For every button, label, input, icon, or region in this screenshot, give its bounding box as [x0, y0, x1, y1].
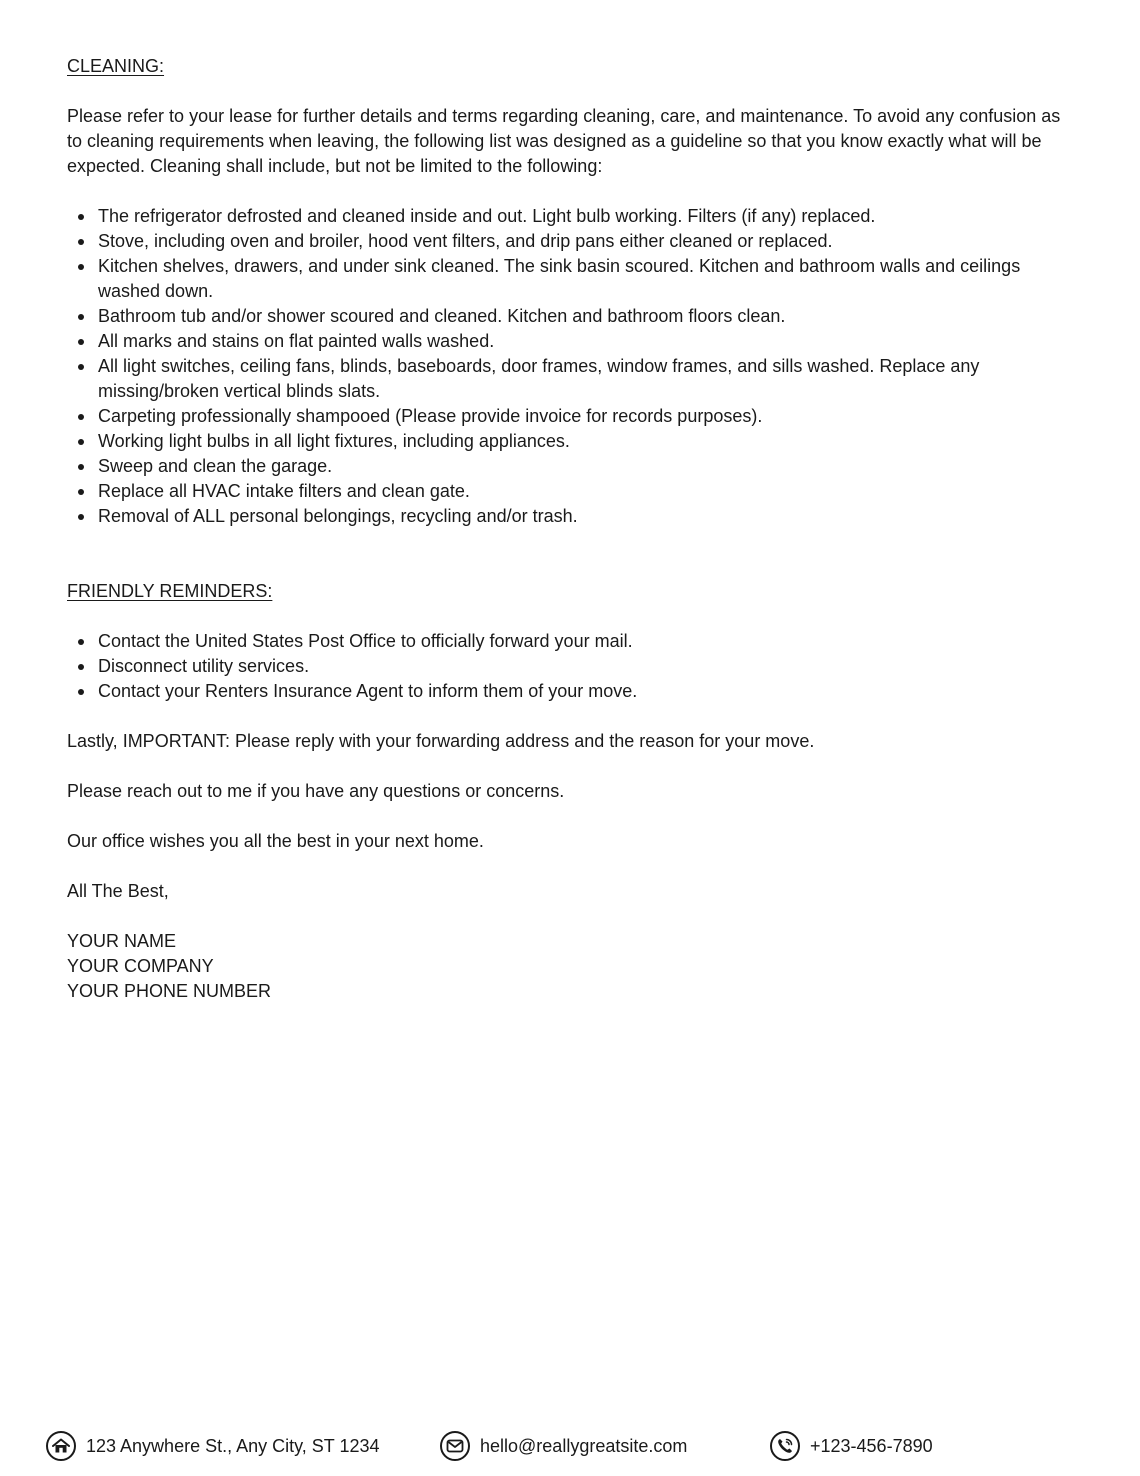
- footer-phone-text[interactable]: +123-456-7890: [810, 1435, 933, 1456]
- footer-phone[interactable]: [770, 1430, 933, 1462]
- cleaning-list: [67, 204, 1067, 529]
- reminders-heading: FRIENDLY REMINDERS:: [67, 581, 273, 601]
- cleaning-heading: CLEANING:: [67, 56, 165, 76]
- footer-address: [46, 1430, 380, 1462]
- list-item: Bathroom tub and/or shower scoured and cleaned. Kitchen and bathroom floors clean.: [98, 304, 1067, 329]
- footer-contact: [46, 1430, 1106, 1462]
- list-item: Carpeting professionally shampooed (Please provide invoice for records purposes).: [98, 404, 1067, 429]
- list-item: Removal of ALL personal belongings, recycling and/or trash.: [98, 504, 1067, 529]
- list-item: Working light bulbs in all light fixtures, including appliances.: [98, 429, 1067, 454]
- list-item: Kitchen shelves, drawers, and under sink cleaned. The sink basin scoured. Kitchen and bathroom walls and ceilings washed down.: [98, 254, 1067, 304]
- list-item: Sweep and clean the garage.: [98, 454, 1067, 479]
- reach-out-note: Please reach out to me if you have any questions or concerns.: [67, 781, 565, 801]
- important-note: Lastly, IMPORTANT: Please reply with your forwarding address and the reason for your move.: [67, 731, 815, 751]
- list-item: Replace all HVAC intake filters and clean gate.: [98, 479, 1067, 504]
- reminders-list: [67, 629, 1067, 704]
- list-item: Stove, including oven and broiler, hood vent filters, and drip pans either cleaned or replaced.: [98, 229, 1067, 254]
- footer-email-text[interactable]: hello@reallygreatsite.com: [480, 1435, 688, 1456]
- signature-company: YOUR COMPANY: [67, 956, 214, 976]
- list-item: Disconnect utility services.: [98, 654, 1067, 679]
- signature-phone: YOUR PHONE NUMBER: [67, 981, 272, 1001]
- footer-address-text: 123 Anywhere St., Any City, ST 1234: [86, 1435, 380, 1456]
- list-item: All light switches, ceiling fans, blinds, baseboards, door frames, window frames, and sills washed. Replace any missing/broken vertical blinds slats.: [98, 354, 1067, 404]
- phone-icon: [770, 1431, 800, 1461]
- cleaning-intro: Please refer to your lease for further details and terms regarding cleaning, care, and maintenance. To avoid any confusion as to cleaning requirements when leaving, the following list was designed as a guideline so that you know exactly what will be expected. Cleaning shall include, but not be limited to the following:: [67, 106, 1061, 176]
- wishes-note: Our office wishes you all the best in your next home.: [67, 831, 484, 851]
- list-item: Contact your Renters Insurance Agent to inform them of your move.: [98, 679, 1067, 704]
- signoff: All The Best,: [67, 881, 169, 901]
- signature-name: YOUR NAME: [67, 931, 177, 951]
- letter-body: [67, 54, 1067, 1004]
- home-icon: [46, 1431, 76, 1461]
- footer-email[interactable]: [440, 1430, 687, 1462]
- list-item: All marks and stains on flat painted walls washed.: [98, 329, 1067, 354]
- mail-icon: [440, 1431, 470, 1461]
- list-item: The refrigerator defrosted and cleaned inside and out. Light bulb working. Filters (if any) replaced.: [98, 204, 1067, 229]
- list-item: Contact the United States Post Office to officially forward your mail.: [98, 629, 1067, 654]
